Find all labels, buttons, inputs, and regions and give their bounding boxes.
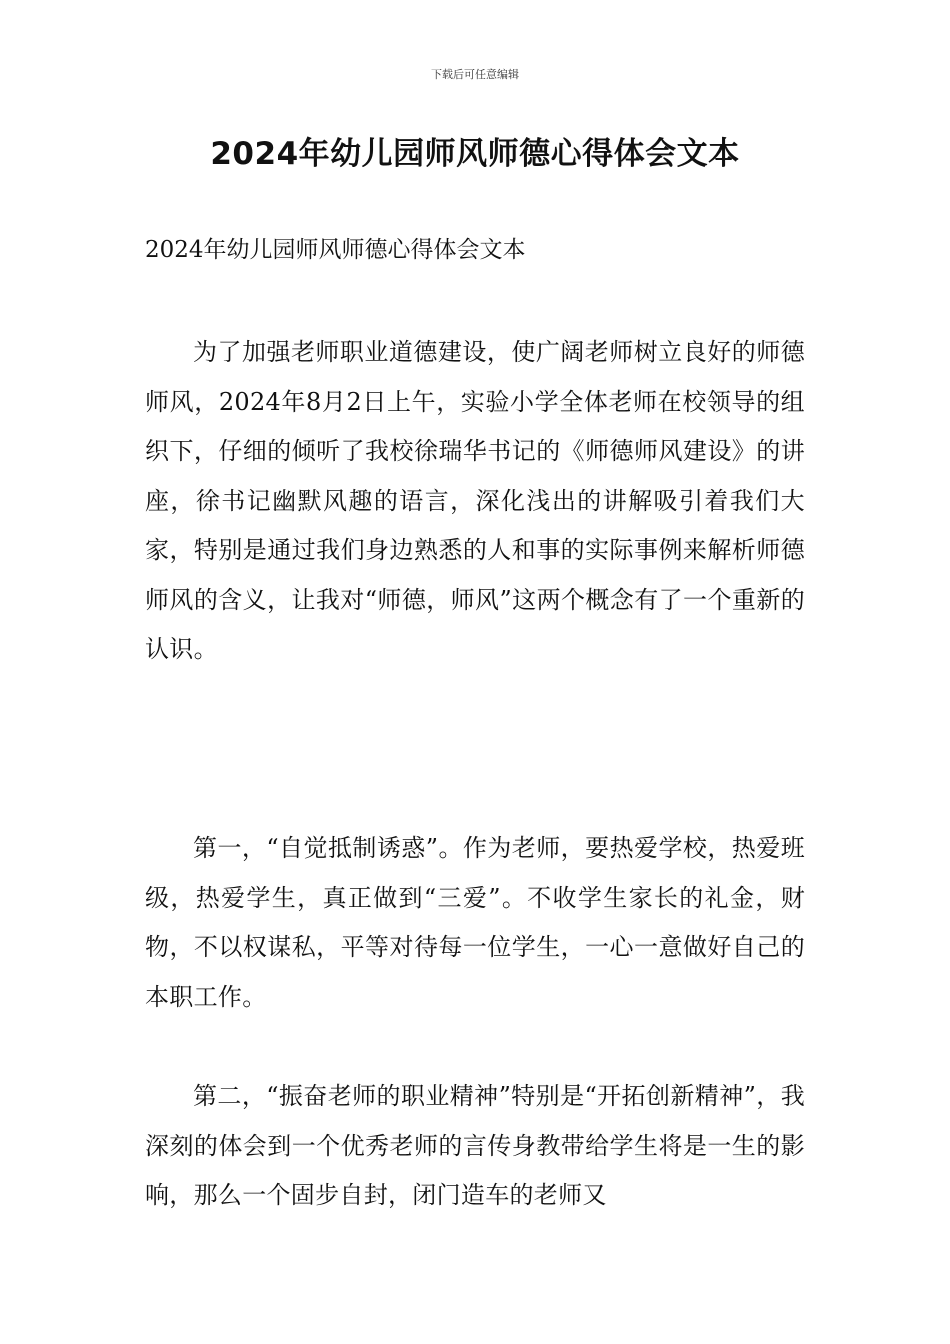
paragraph-first-point: 第一，“自觉抵制诱惑”。作为老师，要热爱学校，热爱班级，热爱学生，真正做到“三爱”。不收学生家长的礼金，财物，不以权谋私，平等对待每一位学生，一心一意做好自己的本职工作。 xyxy=(145,834,805,1011)
document-subtitle: 2024年幼儿园师风师德心得体会文本 xyxy=(145,237,526,263)
paragraph-second-point: 第二，“振奋老师的职业精神”特别是“开拓创新精神”，我深刻的体会到一个优秀老师的言传身教带给学生将是一生的影响，那么一个固步自封，闭门造车的老师又 xyxy=(145,1082,805,1209)
document-title: 2024年幼儿园师风师德心得体会文本 xyxy=(210,136,740,172)
paragraph-intro: 为了加强老师职业道德建设，使广阔老师树立良好的师德师风，2024年8月2日上午，实验小学全体老师在校领导的组织下，仔细的倾听了我校徐瑞华书记的《师德师风建设》的讲座，徐书记幽默风趣的语言，深化浅出的讲解吸引着我们大家，特别是通过我们身边熟悉的人和事的实际事例来解析师德师风的含义，让我对“师德，师风”这两个概念有了一个重新的认识。 xyxy=(145,338,805,663)
header-note: 下载后可任意编辑 xyxy=(431,68,519,81)
